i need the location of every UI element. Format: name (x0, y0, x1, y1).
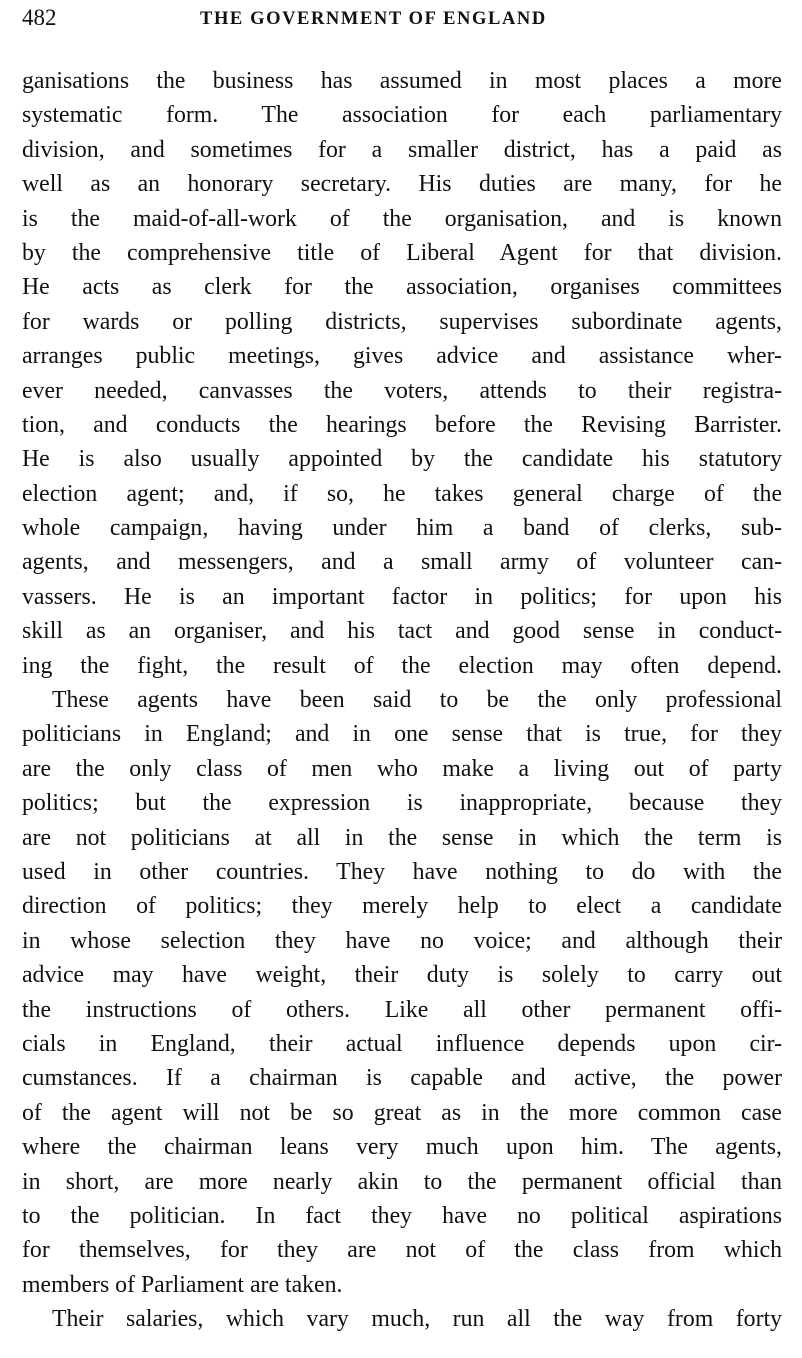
text-line: He acts as clerk for the association, organises committees (22, 274, 782, 301)
text-line: of the agent will not be so great as in the more common case (22, 1099, 782, 1126)
running-title: THE GOVERNMENT OF ENGLAND (200, 9, 547, 29)
text-line: He is also usually appointed by the candidate his statutory (22, 446, 782, 473)
paragraph-start-line: These agents have been said to be the only professional (52, 687, 782, 714)
text-line: systematic form. The association for each parliamentary (22, 102, 782, 129)
text-line: by the comprehensive title of Liberal Agent for that division. (22, 239, 782, 266)
text-line: division, and sometimes for a smaller district, has a paid as (22, 136, 782, 163)
paragraph-start-line: Their salaries, which vary much, run all the way from forty (52, 1306, 782, 1333)
running-head (22, 4, 782, 32)
text-line: are not politicians at all in the sense in which the term is (22, 824, 782, 851)
text-line: in short, are more nearly akin to the permanent official than (22, 1168, 782, 1195)
text-line: to the politician. In fact they have no political aspirations (22, 1202, 782, 1229)
book-page (22, 0, 782, 1358)
text-line: agents, and messengers, and a small army of volunteer can- (22, 549, 782, 576)
text-line: cumstances. If a chairman is capable and active, the power (22, 1065, 782, 1092)
text-line: are the only class of men who make a living out of party (22, 755, 782, 782)
text-line: used in other countries. They have nothing to do with the (22, 858, 782, 885)
body-text (22, 64, 782, 1336)
text-line: whole campaign, having under him a band of clerks, sub- (22, 515, 782, 542)
text-line: skill as an organiser, and his tact and good sense in conduct- (22, 618, 782, 645)
paragraph-end-line: members of Parliament are taken. (22, 1271, 343, 1298)
text-line: ever needed, canvasses the voters, attends to their registra- (22, 377, 782, 404)
text-line: vassers. He is an important factor in politics; for upon his (22, 583, 782, 610)
text-line: for themselves, for they are not of the class from which (22, 1237, 782, 1264)
text-line: ganisations the business has assumed in most places a more (22, 68, 782, 94)
text-line: ing the fight, the result of the election may often depend. (22, 652, 782, 679)
text-line: where the chairman leans very much upon him. The agents, (22, 1134, 782, 1161)
text-line: politicians in England; and in one sense that is true, for they (22, 721, 782, 748)
page-number: 482 (22, 5, 57, 30)
text-line: well as an honorary secretary. His duties are many, for he (22, 171, 782, 198)
text-line: is the maid-of-all-work of the organisation, and is known (22, 205, 782, 232)
text-line: arranges public meetings, gives advice and assistance wher- (22, 343, 782, 370)
text-line: cials in England, their actual influence depends upon cir- (22, 1030, 782, 1057)
text-line: politics; but the expression is inappropriate, because they (22, 790, 782, 817)
text-line: the instructions of others. Like all other permanent offi- (22, 996, 782, 1023)
text-line: for wards or polling districts, supervises subordinate agents, (22, 308, 782, 335)
text-line: tion, and conducts the hearings before the Revising Barrister. (22, 411, 782, 438)
text-line: in whose selection they have no voice; and although their (22, 927, 782, 954)
text-line: direction of politics; they merely help to elect a candidate (22, 893, 782, 920)
text-line: election agent; and, if so, he takes general charge of the (22, 480, 782, 507)
text-line: advice may have weight, their duty is solely to carry out (22, 962, 782, 989)
